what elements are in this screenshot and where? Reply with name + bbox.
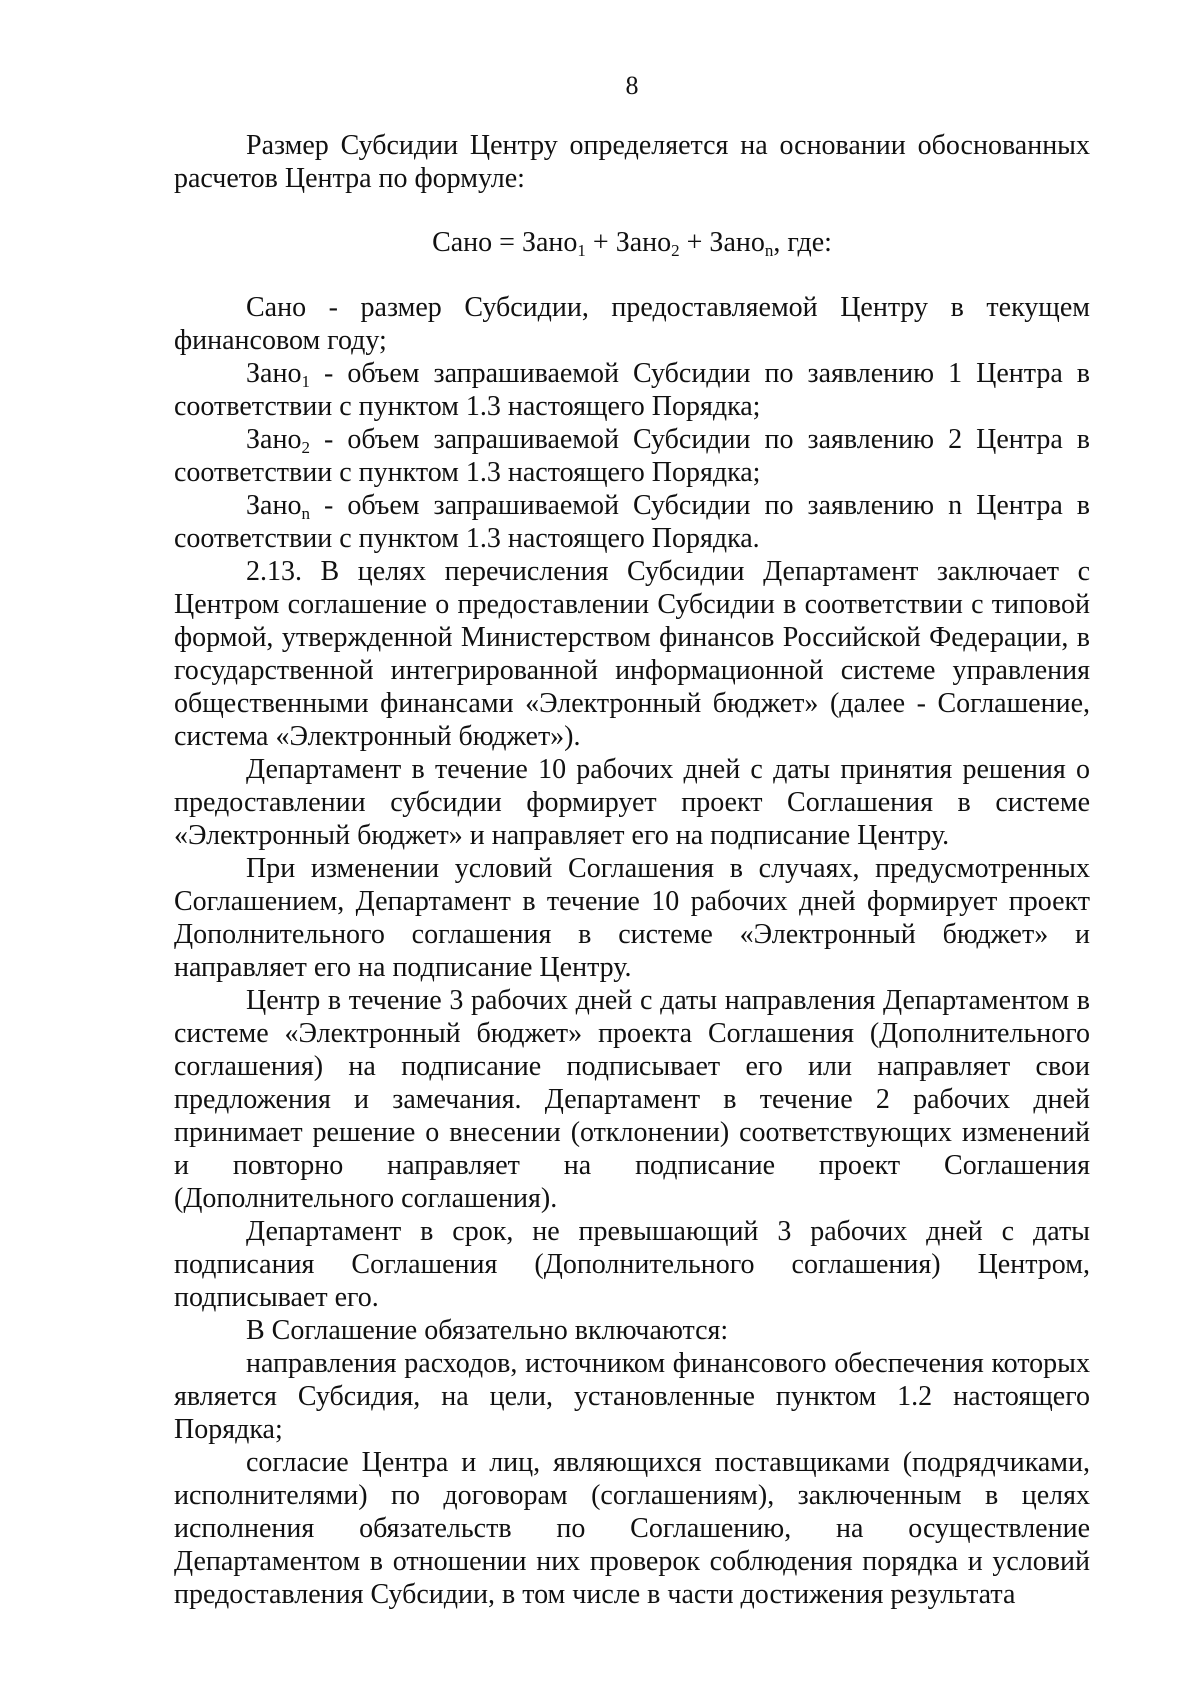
definition-text: - объем запрашиваемой Субсидии по заявлению 2 Центра в соответствии с пунктом 1.3 настоящего Порядка; (174, 424, 1090, 488)
definition-text: - объем запрашиваемой Субсидии по заявлению n Центра в соответствии с пунктом 1.3 настоящего Порядка. (174, 490, 1090, 554)
definition-zano-1 (174, 357, 1090, 423)
paragraph-agreement-changes: При изменении условий Соглашения в случаях, предусмотренных Соглашением, Департамент в течение 10 рабочих дней формирует проект Дополнительного соглашения в системе «Электронный бюджет» и направляет его на подписание Центру. (174, 853, 1090, 983)
formula-subscript-1: 1 (577, 241, 586, 260)
formula-term-2: + Зано (585, 227, 672, 258)
definition-term: Зано (246, 424, 302, 455)
definition-subscript: 2 (301, 438, 310, 457)
formula-subscript-n: n (764, 241, 774, 260)
formula-tail: , где: (773, 227, 832, 258)
definition-zano-n (174, 489, 1090, 555)
paragraph-agreement-drafting: Департамент в течение 10 рабочих дней с даты принятия решения о предоставлении субсидии формирует проект Соглашения в системе «Электронный бюджет» и направляет его на подписание Центру. (174, 754, 1090, 851)
intro-paragraph: Размер Субсидии Центру определяется на основании обоснованных расчетов Центра по формуле: (174, 130, 1090, 194)
definition-subscript: n (301, 504, 310, 523)
formula-lhs: Сано = Зано (432, 227, 578, 258)
definition-zano-2 (174, 423, 1090, 489)
paragraph-expense-directions: направления расходов, источником финансового обеспечения которых является Субсидия, на цели, установленные пунктом 1.2 настоящего Порядка; (174, 1348, 1090, 1445)
paragraph-2-13: 2.13. В целях перечисления Субсидии Департамент заключает с Центром соглашение о предоставлении Субсидии в соответствии с типовой формой, утвержденной Министерством финансов Российской Федерации, в государственной интегрированной информационной системе управления общественными финансами «Электронный бюджет» (далее - Соглашение, система «Электронный бюджет»). (174, 556, 1090, 752)
formula-term-n: + Зано (679, 227, 765, 258)
definition-term: Сано (246, 292, 307, 323)
definition-subscript: 1 (301, 372, 310, 391)
formula (174, 226, 1090, 259)
page-number: 8 (625, 71, 639, 100)
definition-sano (174, 291, 1090, 357)
paragraph-consent: согласие Центра и лиц, являющихся поставщиками (подрядчиками, исполнителями) по договорам (соглашениям), заключенным в целях исполнения обязательств по Соглашению, на осуществление Департаментом в отношении них проверок соблюдения порядка и условий предоставления Субсидии, в том числе в части достижения результата (174, 1447, 1090, 1610)
definition-term: Зано (246, 358, 302, 389)
definition-text: - объем запрашиваемой Субсидии по заявлению 1 Центра в соответствии с пунктом 1.3 настоящего Порядка; (174, 358, 1090, 422)
paragraph-department-signing: Департамент в срок, не превышающий 3 рабочих дней с даты подписания Соглашения (Дополнительного соглашения) Центром, подписывает его. (174, 1216, 1090, 1313)
formula-subscript-2: 2 (671, 241, 680, 260)
paragraph-agreement-includes: В Соглашение обязательно включаются: (246, 1315, 729, 1346)
definition-text: - размер Субсидии, предоставляемой Центру в текущем финансовом году; (174, 292, 1090, 356)
document-body (174, 129, 1090, 1611)
definition-term: Зано (246, 490, 302, 521)
paragraph-center-signing: Центр в течение 3 рабочих дней с даты направления Департаментом в системе «Электронный бюджет» проекта Соглашения (Дополнительного соглашения) на подписание подписывает его или направляет свои предложения и замечания. Департамент в течение 2 рабочих дней принимает решение о внесении (отклонении) соответствующих изменений и повторно направляет на подписание проект Соглашения (Дополнительного соглашения). (174, 985, 1090, 1214)
